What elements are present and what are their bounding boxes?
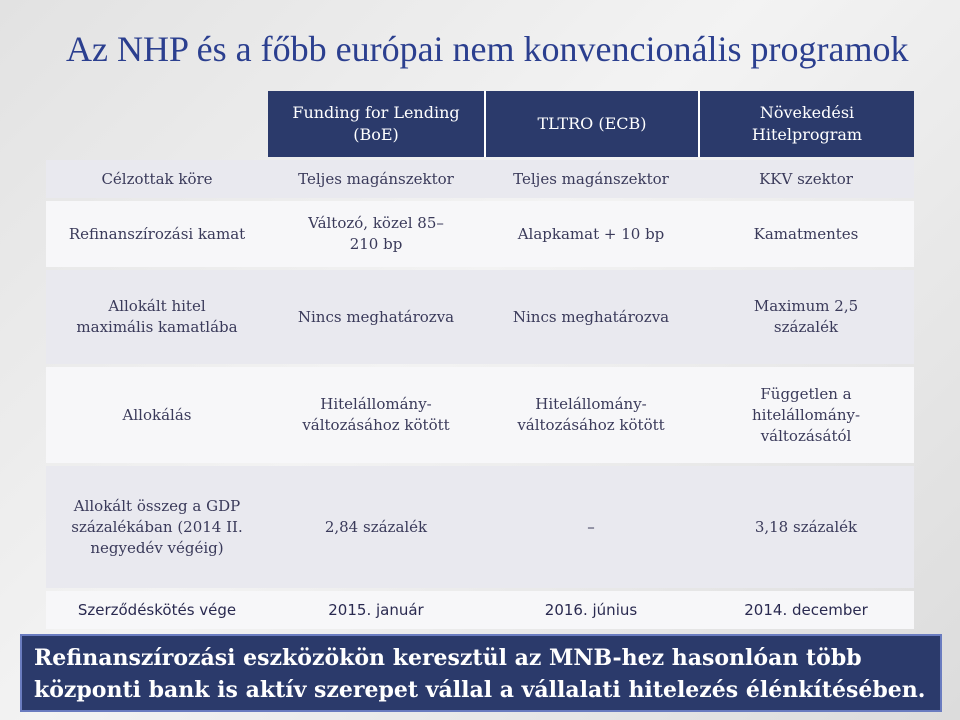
table-row (46, 270, 914, 364)
cell: Kamatmentes (698, 201, 914, 267)
header-corner (46, 91, 268, 157)
conclusion-banner: Refinanszírozási eszközökön keresztül az MNB-hez hasonlóan több központi bank is aktív szerepet vállal a vállalati hitelezés élénkítésében. (20, 634, 942, 712)
row-label: Célzottak köre (46, 160, 268, 198)
cell: Független a hitelállomány-változásától (698, 367, 914, 463)
cell: 3,18 százalék (698, 466, 914, 588)
table-row (46, 201, 914, 267)
cell: Alapkamat + 10 bp (484, 201, 698, 267)
table-row (46, 160, 914, 198)
table-row (46, 591, 914, 629)
row-label: Allokált hitel maximális kamatlába (46, 270, 268, 364)
slide-title: Az NHP és a főbb európai nem konvencionális programok (66, 29, 909, 69)
cell: 2,84 százalék (268, 466, 484, 588)
cell: Teljes magánszektor (268, 160, 484, 198)
cell: 2016. június (484, 591, 698, 629)
cell: 2014. december (698, 591, 914, 629)
cell: Teljes magánszektor (484, 160, 698, 198)
header-funding-for-lending: Funding for Lending (BoE) (268, 91, 484, 157)
header-nhp: Növekedési Hitelprogram (698, 91, 914, 157)
row-label: Allokált összeg a GDP százalékában (2014 II. negyedév végéig) (46, 466, 268, 588)
row-label: Szerződéskötés vége (46, 591, 268, 629)
comparison-table (46, 88, 914, 632)
header-tltro: TLTRO (ECB) (484, 91, 698, 157)
cell: Hitelállomány-változásához kötött (268, 367, 484, 463)
cell: Hitelállomány-változásához kötött (484, 367, 698, 463)
table-row (46, 466, 914, 588)
cell: Nincs meghatározva (268, 270, 484, 364)
row-label: Refinanszírozási kamat (46, 201, 268, 267)
cell: Változó, közel 85–210 bp (268, 201, 484, 267)
cell: 2015. január (268, 591, 484, 629)
row-label: Allokálás (46, 367, 268, 463)
cell: – (484, 466, 698, 588)
cell: KKV szektor (698, 160, 914, 198)
cell: Maximum 2,5 százalék (698, 270, 914, 364)
cell: Nincs meghatározva (484, 270, 698, 364)
table-row (46, 367, 914, 463)
table-header-row (46, 91, 914, 157)
